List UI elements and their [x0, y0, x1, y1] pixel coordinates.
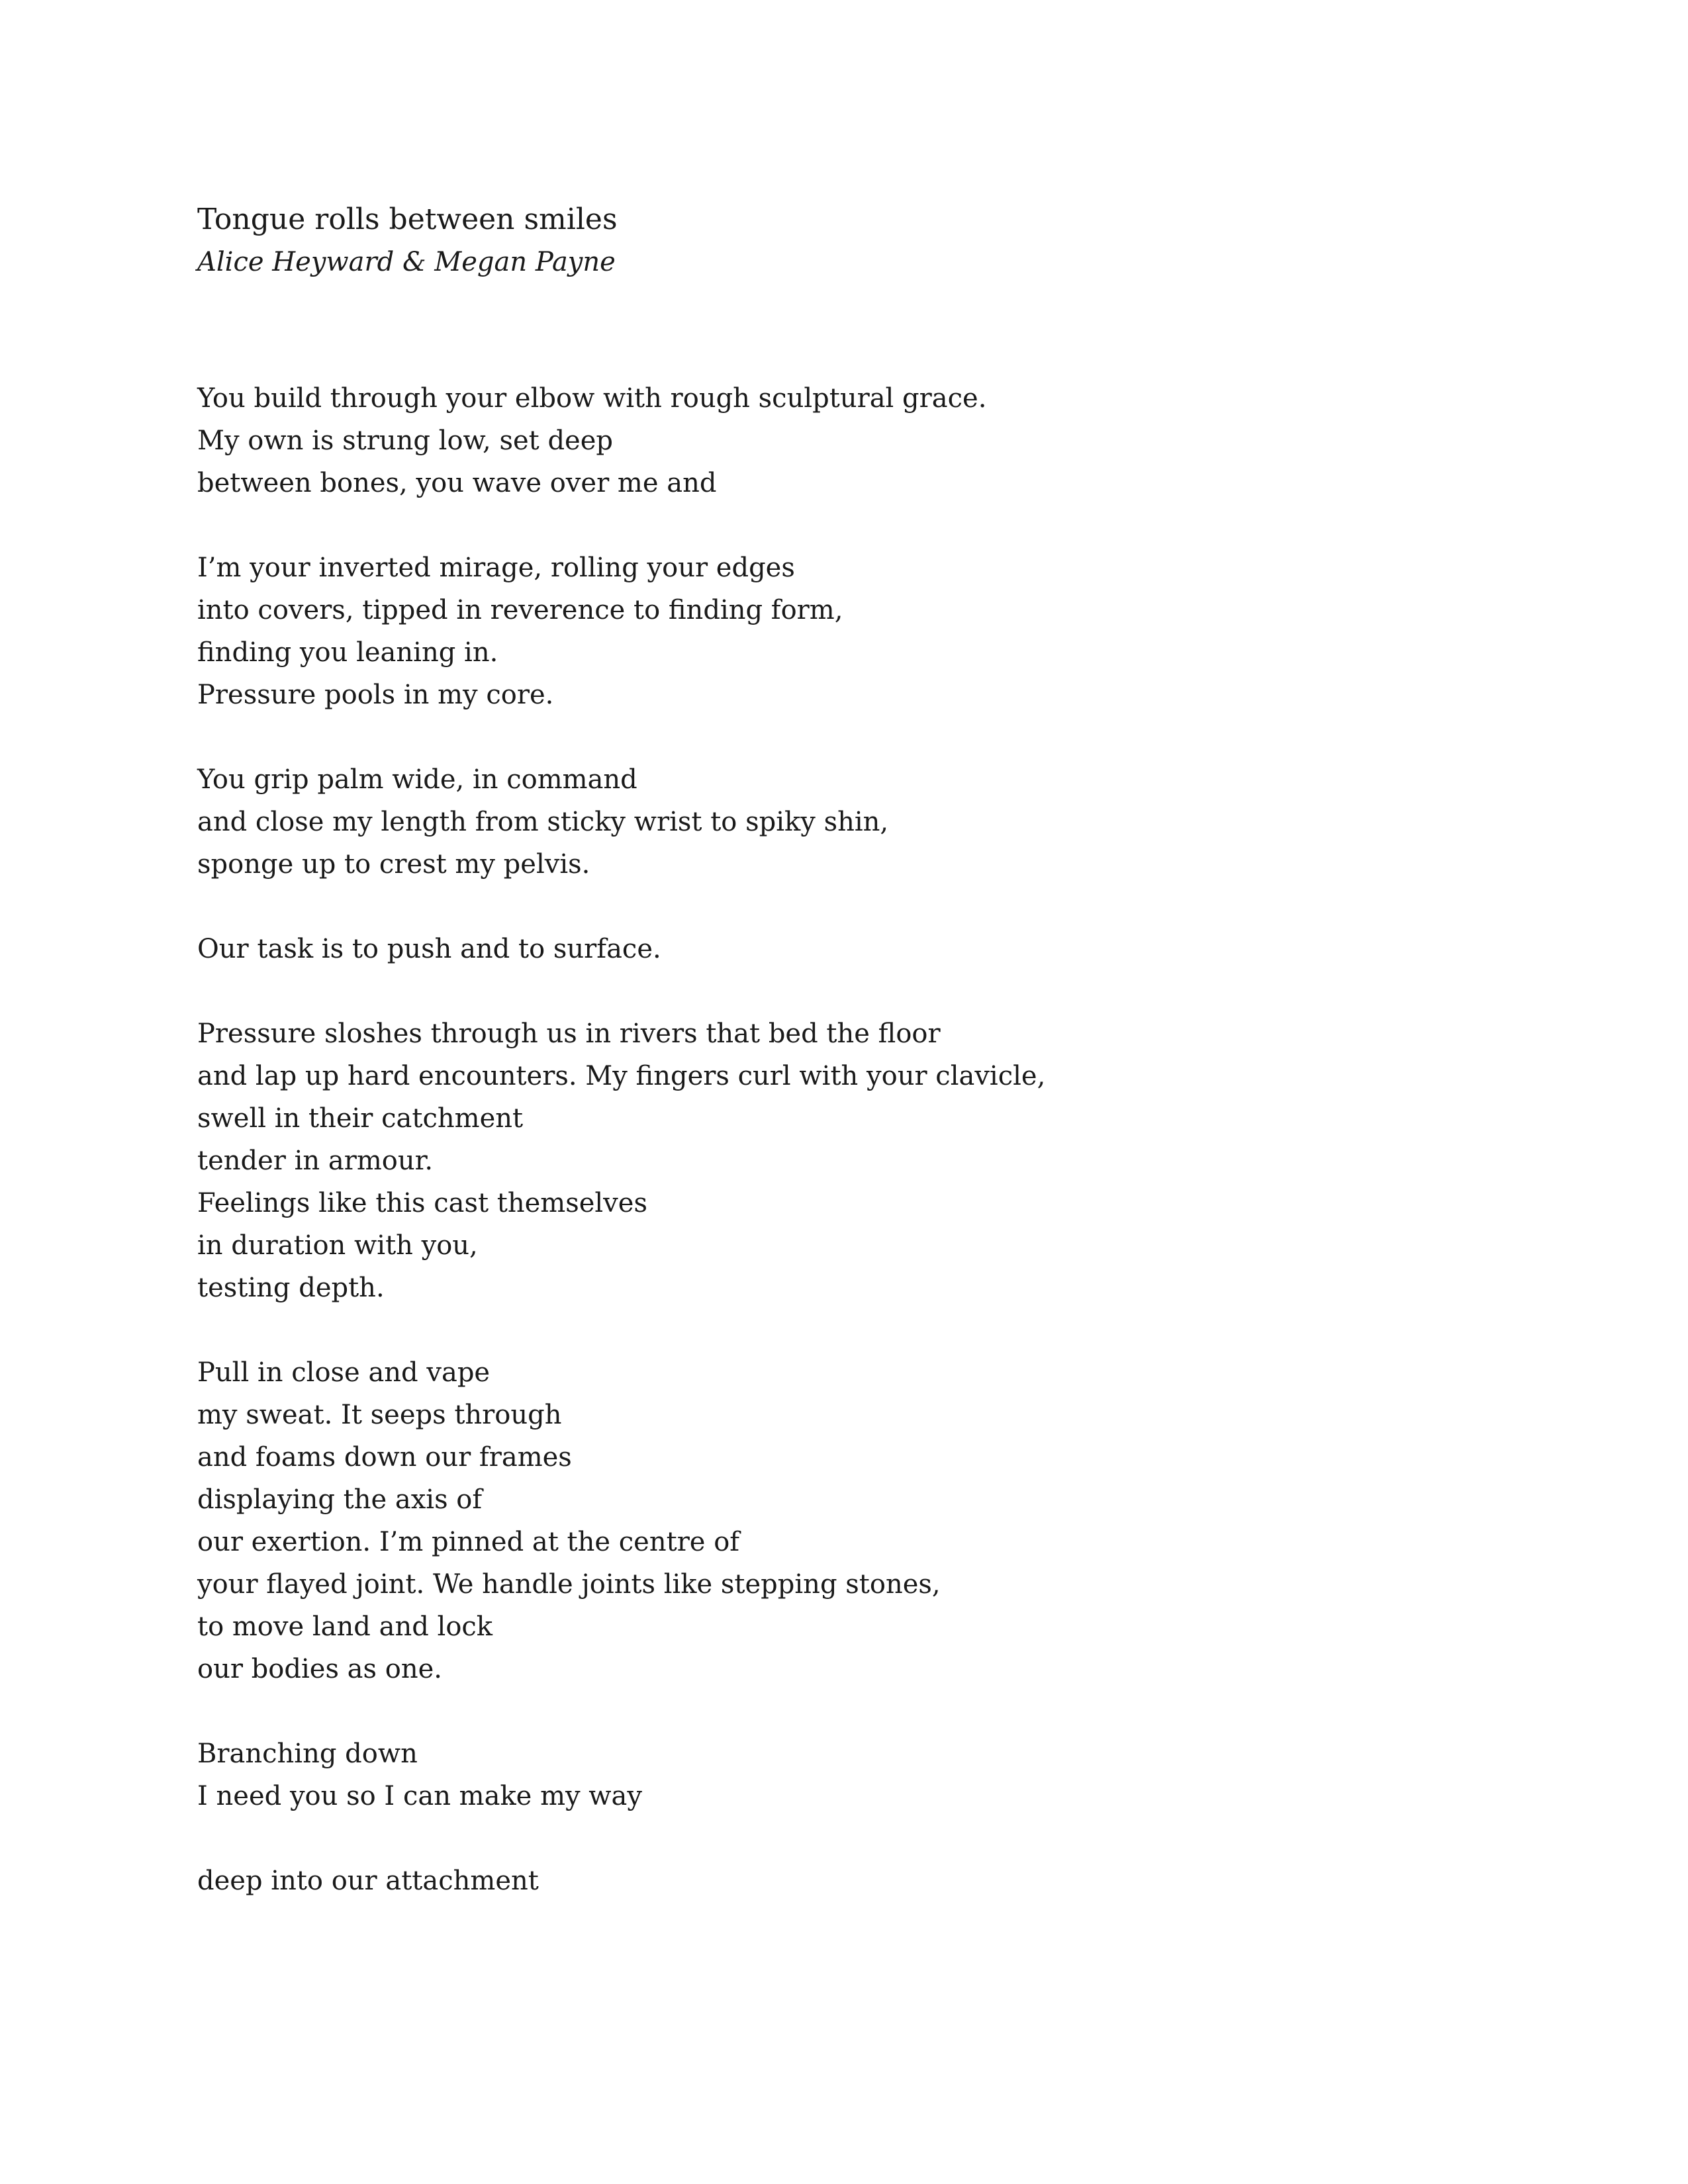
poem-line: displaying the axis of	[197, 1484, 483, 1515]
poem-line: Pressure pools in my core.	[197, 680, 554, 710]
poem-line: Pressure sloshes through us in rivers that bed the floor	[197, 1019, 941, 1049]
stanza	[197, 758, 1508, 886]
poem-line: and foams down our frames	[197, 1442, 572, 1473]
poem-line: I need you so I can make my way	[197, 1781, 642, 1811]
poem-container	[197, 200, 1508, 1944]
poem-line: to move land and lock	[197, 1612, 493, 1642]
stanza	[197, 1013, 1508, 1309]
poem-line: tender in armour.	[197, 1146, 434, 1176]
poem-line: between bones, you wave over me and	[197, 468, 717, 498]
poem-line: Branching down	[197, 1739, 418, 1769]
poem-title: Tongue rolls between smiles	[197, 203, 618, 236]
poem-line: into covers, tipped in reverence to finding form,	[197, 595, 843, 625]
poem-line: in duration with you,	[197, 1230, 478, 1261]
poem-line: You grip palm wide, in command	[197, 764, 637, 795]
poem-line: sponge up to crest my pelvis.	[197, 849, 590, 880]
poem-line: your flayed joint. We handle joints like stepping stones,	[197, 1569, 941, 1600]
poem-authors: Alice Heyward & Megan Payne	[197, 247, 616, 277]
stanza	[197, 547, 1508, 716]
poem-line: and lap up hard encounters. My fingers curl with your clavicle,	[197, 1061, 1046, 1091]
poem-line: our bodies as one.	[197, 1654, 442, 1684]
poem-line: deep into our attachment	[197, 1866, 539, 1896]
poem-line: testing depth.	[197, 1273, 385, 1303]
poem-line: I’m your inverted mirage, rolling your edges	[197, 553, 795, 583]
stanza	[197, 1860, 1508, 1902]
poem-line: swell in their catchment	[197, 1103, 524, 1134]
poem-line: my sweat. It seeps through	[197, 1400, 562, 1430]
stanza	[197, 1733, 1508, 1817]
poem-line: Feelings like this cast themselves	[197, 1188, 647, 1218]
stanza	[197, 1351, 1508, 1690]
poem-line: and close my length from sticky wrist to spiky shin,	[197, 807, 889, 837]
poem-body	[197, 377, 1508, 1902]
stanza	[197, 928, 1508, 970]
poem-line: Our task is to push and to surface.	[197, 934, 661, 964]
poem-line: My own is strung low, set deep	[197, 426, 614, 456]
poem-line: Pull in close and vape	[197, 1357, 491, 1388]
poem-line: finding you leaning in.	[197, 637, 498, 668]
poem-line: our exertion. I’m pinned at the centre of	[197, 1527, 740, 1557]
poem-line: You build through your elbow with rough sculptural grace.	[197, 383, 987, 414]
stanza	[197, 377, 1508, 504]
